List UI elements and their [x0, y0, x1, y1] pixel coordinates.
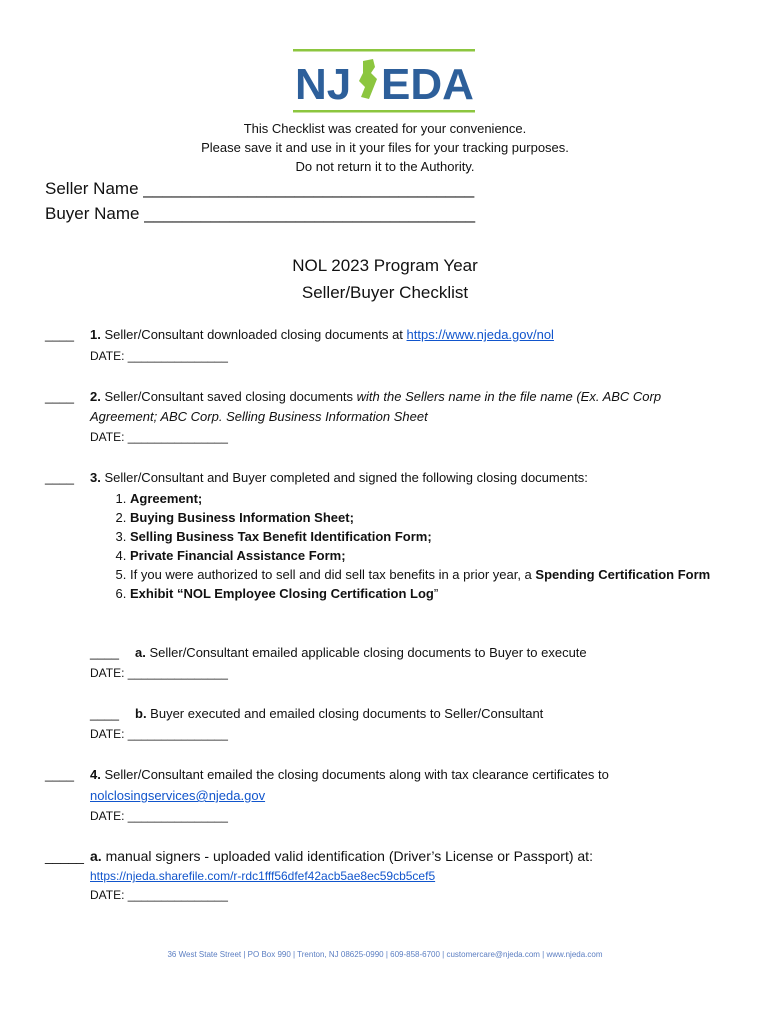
document-name: Selling Business Tax Benefit Identification Form; [130, 529, 432, 544]
step-4a-text: manual signers - uploaded valid identification (Driver’s License or Passport) at: [101, 848, 593, 864]
checklist-title-line-2: Seller/Buyer Checklist [301, 283, 469, 302]
step-1-checkbox-line[interactable]: ____ [45, 327, 74, 342]
step-3-text: Seller/Consultant and Buyer completed and signed the following closing documents: [100, 470, 588, 485]
nol-closing-services-email-link[interactable]: nolclosingservices@njeda.gov [90, 788, 266, 803]
step-2-italic-1: with the Sellers name in the file name (Ex. ABC Corp [356, 389, 662, 404]
logo-bottom-rule [293, 110, 475, 113]
checklist-title-line-1: NOL 2023 Program Year [292, 256, 478, 275]
sharefile-upload-link[interactable]: https://njeda.sharefile.com/r-rdc1fff56dfef42acb5ae8ec59cb5cef5 [90, 869, 436, 883]
njeda-logo [293, 49, 475, 113]
document-name: Agreement; [130, 491, 203, 506]
document-name: Buying Business Information Sheet; [130, 510, 354, 525]
step-3b [135, 706, 543, 721]
new-jersey-state-icon [359, 59, 377, 99]
step-4-date[interactable]: DATE: _______________ [90, 809, 228, 823]
step-3b-text: Buyer executed and emailed closing documents to Seller/Consultant [146, 706, 544, 721]
njeda-nol-link[interactable]: https://www.njeda.gov/nol [406, 327, 554, 342]
closing-document-item [130, 508, 770, 527]
closing-document-item [130, 489, 770, 508]
closing-document-item [130, 565, 770, 584]
step-4 [90, 767, 609, 782]
step-2-date[interactable]: DATE: _______________ [90, 430, 228, 444]
step-4a-label: a. [90, 848, 102, 864]
step-3 [90, 470, 588, 485]
step-2-italic-2: Agreement; ABC Corp. Selling Business Information Sheet [90, 409, 428, 424]
intro-line-1: This Checklist was created for your convenience. [243, 121, 527, 136]
step-3-number: 3. [90, 470, 101, 485]
step-4a [90, 848, 593, 864]
document-quote: ” [433, 586, 439, 601]
step-4-number: 4. [90, 767, 101, 782]
document-note: If you were authorized to sell and did sell tax benefits in a prior year, a [130, 567, 536, 582]
closing-document-item [130, 527, 770, 546]
step-2 [90, 389, 661, 404]
step-4-email-row [90, 788, 265, 803]
logo-text-right: EDA [381, 60, 474, 109]
step-3a-date[interactable]: DATE: _______________ [90, 666, 228, 680]
step-4a-date[interactable]: DATE: _______________ [90, 888, 228, 902]
logo-top-rule [293, 49, 475, 52]
closing-document-item [130, 584, 770, 603]
step-4a-checkbox-line[interactable]: _____ [45, 848, 84, 864]
step-3-checkbox-line[interactable]: ____ [45, 470, 74, 485]
step-3a-label: a. [135, 645, 146, 660]
step-2-number: 2. [90, 389, 101, 404]
step-2-checkbox-line[interactable]: ____ [45, 389, 74, 404]
closing-document-item [130, 546, 770, 565]
footer-contact-info: 36 West State Street | PO Box 990 | Trenton, NJ 08625-0990 | 609-858-6700 | customercare@njeda.com | www.njeda.com [167, 950, 603, 959]
step-4-text: Seller/Consultant emailed the closing documents along with tax clearance certificates to [100, 767, 609, 782]
step-1 [90, 327, 554, 342]
intro-line-3: Do not return it to the Authority. [295, 159, 475, 174]
step-4a-link-row [90, 869, 435, 883]
step-4-checkbox-line[interactable]: ____ [45, 767, 74, 782]
step-3a-checkbox-line[interactable]: ____ [90, 645, 119, 660]
document-name: Exhibit “NOL Employee Closing Certification Log [130, 586, 434, 601]
step-1-text: Seller/Consultant downloaded closing documents at [100, 327, 407, 342]
document-name: Spending Certification Form [535, 567, 711, 582]
closing-documents-list [100, 489, 770, 603]
buyer-name-field[interactable]: Buyer Name ___________________________________ [45, 204, 476, 223]
logo-text-left: NJ [295, 60, 352, 109]
seller-name-field[interactable]: Seller Name ___________________________________ [45, 179, 475, 198]
step-3a [135, 645, 587, 660]
step-2-line-2 [90, 409, 428, 424]
step-2-text: Seller/Consultant saved closing documents [100, 389, 357, 404]
step-1-number: 1. [90, 327, 101, 342]
intro-line-2: Please save it and use in it your files for your tracking purposes. [201, 140, 569, 155]
step-3b-checkbox-line[interactable]: ____ [90, 706, 119, 721]
step-3b-label: b. [135, 706, 147, 721]
document-name: Private Financial Assistance Form; [130, 548, 346, 563]
step-3b-date[interactable]: DATE: _______________ [90, 727, 228, 741]
step-1-date[interactable]: DATE: _______________ [90, 349, 228, 363]
step-3a-text: Seller/Consultant emailed applicable closing documents to Buyer to execute [145, 645, 587, 660]
